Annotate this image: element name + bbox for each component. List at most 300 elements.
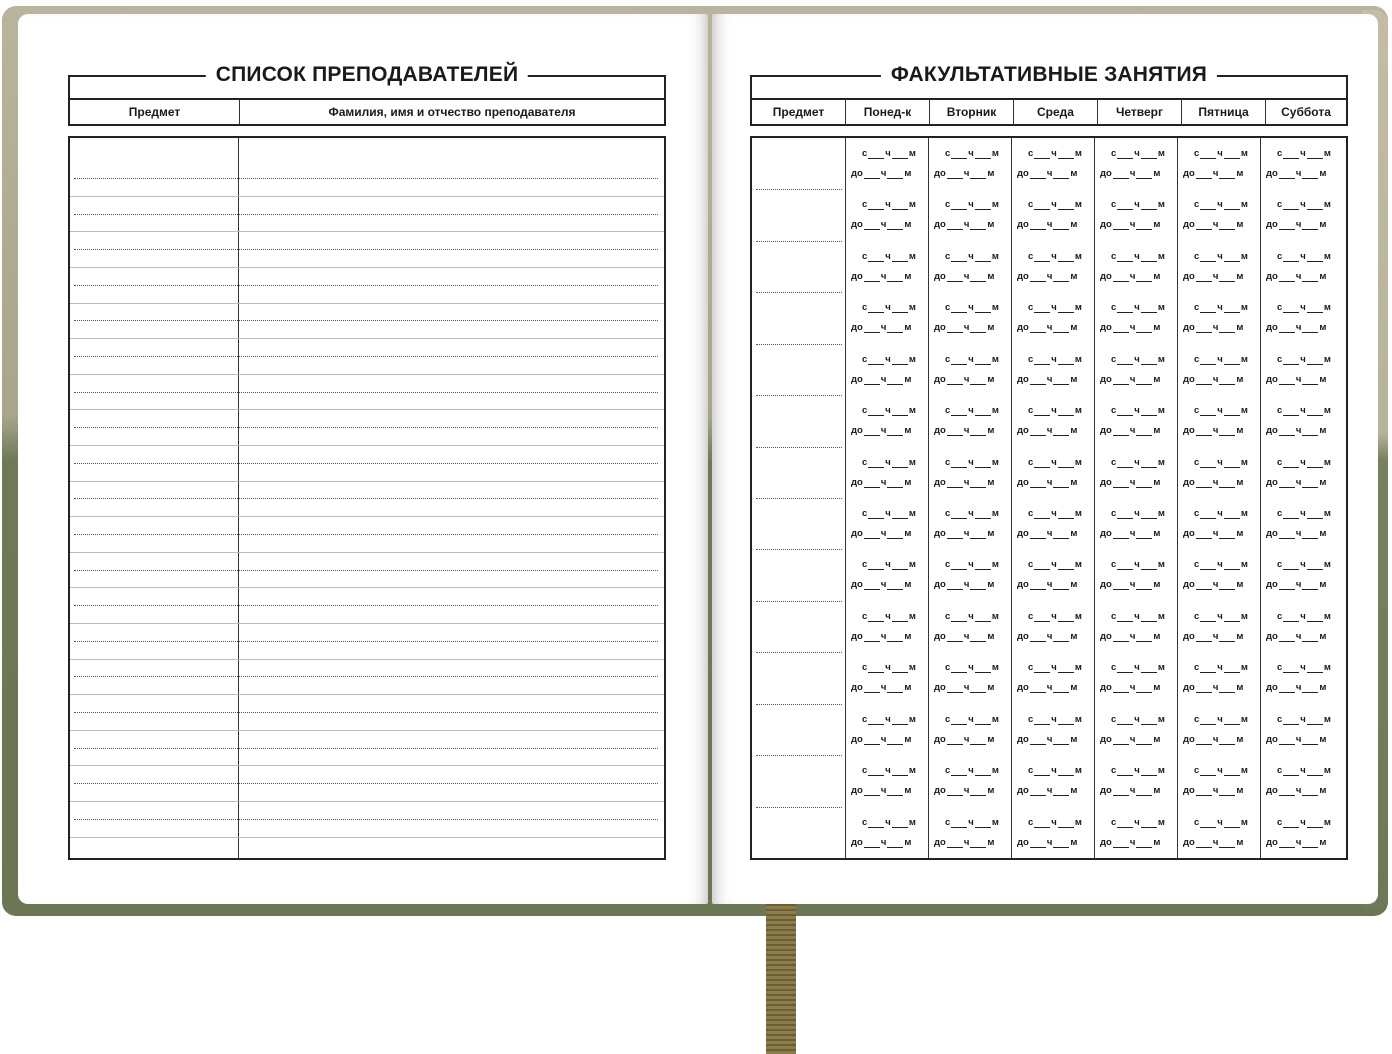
minutes-label: м xyxy=(1157,765,1165,777)
time-slot-cell[interactable] xyxy=(1262,551,1342,599)
minutes-label: м xyxy=(1074,765,1082,777)
time-slot-cell[interactable] xyxy=(1096,757,1176,805)
time-slot-cell[interactable] xyxy=(1096,706,1176,754)
from-label: с xyxy=(1111,662,1117,674)
time-slot-cell[interactable] xyxy=(1179,449,1259,497)
minutes-label: м xyxy=(991,405,999,417)
minutes-label: м xyxy=(1153,733,1161,745)
minutes-label: м xyxy=(1074,662,1082,674)
time-slot-cell[interactable] xyxy=(1179,706,1259,754)
hours-label: ч xyxy=(1051,199,1057,211)
to-label: до xyxy=(934,168,946,179)
time-slot-cell[interactable] xyxy=(1013,809,1093,857)
minutes-label: м xyxy=(908,713,916,725)
minutes-label: м xyxy=(1323,302,1331,314)
to-label: до xyxy=(1017,682,1029,694)
hours-label: ч xyxy=(968,508,974,519)
time-slot-cell[interactable] xyxy=(930,654,1010,702)
hours-label: ч xyxy=(1295,733,1302,745)
minutes-label: м xyxy=(1070,425,1078,437)
hours-label: ч xyxy=(880,322,887,334)
hours-label: ч xyxy=(1300,456,1306,468)
time-slot-cell[interactable] xyxy=(1013,140,1093,188)
hours-label: ч xyxy=(1212,682,1219,694)
hours-label: ч xyxy=(1129,630,1136,642)
minutes-label: м xyxy=(1074,610,1082,622)
time-slot-cell[interactable] xyxy=(1262,500,1342,548)
from-label: с xyxy=(862,610,868,622)
from-label: с xyxy=(1194,559,1200,571)
minutes-label: м xyxy=(1240,662,1248,674)
minutes-label: м xyxy=(1240,250,1248,262)
minutes-label: м xyxy=(987,630,995,642)
hours-label: ч xyxy=(1217,765,1223,777)
to-label: до xyxy=(851,219,863,231)
from-label: с xyxy=(1277,662,1283,674)
ruling-dotted-line xyxy=(74,463,658,464)
to-label: до xyxy=(1017,476,1029,488)
ruling-dotted-line xyxy=(74,178,658,179)
minutes-label: м xyxy=(1240,456,1248,468)
hours-label: ч xyxy=(885,559,891,571)
time-slot-cell[interactable] xyxy=(847,294,927,342)
to-label: до xyxy=(1183,373,1195,385)
to-label: до xyxy=(1183,785,1195,797)
minutes-label: м xyxy=(1070,322,1078,334)
to-label: до xyxy=(1266,219,1278,231)
minutes-label: м xyxy=(1070,682,1078,694)
subject-row-separator xyxy=(756,807,842,808)
to-label: до xyxy=(1183,322,1195,334)
time-slot-cell[interactable] xyxy=(847,449,927,497)
hours-label: ч xyxy=(1051,148,1057,159)
time-slot-cell[interactable] xyxy=(847,500,927,548)
minutes-label: м xyxy=(1070,476,1078,488)
from-label: с xyxy=(1111,610,1117,622)
time-slot-cell[interactable] xyxy=(1013,243,1093,291)
hours-label: ч xyxy=(1051,302,1057,314)
minutes-label: м xyxy=(1319,836,1327,848)
time-slot-cell[interactable] xyxy=(847,346,927,394)
time-slot-cell[interactable] xyxy=(1013,191,1093,239)
minutes-label: м xyxy=(1319,476,1327,488)
ruling-solid-line xyxy=(70,445,664,446)
time-slot-cell[interactable] xyxy=(847,603,927,651)
subject-row-separator xyxy=(756,601,842,602)
time-slot-cell[interactable] xyxy=(847,809,927,857)
hours-label: ч xyxy=(1051,816,1057,828)
time-slot-cell[interactable] xyxy=(847,551,927,599)
ruling-solid-line xyxy=(70,267,664,268)
time-slot-cell[interactable] xyxy=(930,191,1010,239)
time-slot-cell[interactable] xyxy=(1179,191,1259,239)
hours-label: ч xyxy=(1300,199,1306,211)
time-slot-cell[interactable] xyxy=(1262,140,1342,188)
minutes-label: м xyxy=(1074,148,1082,159)
header-subject: Предмет xyxy=(70,100,240,124)
minutes-label: м xyxy=(1070,373,1078,385)
hours-label: ч xyxy=(885,456,891,468)
minutes-label: м xyxy=(991,250,999,262)
minutes-label: м xyxy=(1157,662,1165,674)
time-slot-cell[interactable] xyxy=(1179,654,1259,702)
to-label: до xyxy=(1183,528,1195,539)
subject-row-separator xyxy=(756,241,842,242)
time-slot-cell[interactable] xyxy=(930,243,1010,291)
right-page xyxy=(712,14,1378,904)
minutes-label: м xyxy=(1236,836,1244,848)
to-label: до xyxy=(851,682,863,694)
time-slot-cell[interactable] xyxy=(930,603,1010,651)
to-label: до xyxy=(851,630,863,642)
minutes-label: м xyxy=(1323,765,1331,777)
minutes-label: м xyxy=(908,199,916,211)
hours-label: ч xyxy=(1212,425,1219,437)
hours-label: ч xyxy=(963,682,970,694)
to-label: до xyxy=(934,528,946,539)
minutes-label: м xyxy=(908,559,916,571)
hours-label: ч xyxy=(1051,508,1057,519)
hours-label: ч xyxy=(1217,405,1223,417)
time-slot-cell[interactable] xyxy=(1179,809,1259,857)
hours-label: ч xyxy=(885,713,891,725)
to-label: до xyxy=(851,373,863,385)
time-slot-cell[interactable] xyxy=(847,706,927,754)
electives-table xyxy=(750,136,1348,860)
to-label: до xyxy=(1017,168,1029,179)
hours-label: ч xyxy=(1212,373,1219,385)
hours-label: ч xyxy=(1134,199,1140,211)
time-slot-cell[interactable] xyxy=(1179,757,1259,805)
minutes-label: м xyxy=(1236,270,1244,282)
hours-label: ч xyxy=(1051,405,1057,417)
from-label: с xyxy=(862,456,868,468)
ruling-solid-line xyxy=(70,196,664,197)
from-label: с xyxy=(1194,302,1200,314)
minutes-label: м xyxy=(1319,528,1327,539)
time-slot-cell[interactable] xyxy=(1262,809,1342,857)
time-slot-cell[interactable] xyxy=(1262,757,1342,805)
hours-label: ч xyxy=(1129,785,1136,797)
time-slot-cell[interactable] xyxy=(1179,140,1259,188)
to-label: до xyxy=(934,785,946,797)
hours-label: ч xyxy=(1300,405,1306,417)
to-label: до xyxy=(1183,630,1195,642)
left-page xyxy=(18,14,708,904)
time-slot-cell[interactable] xyxy=(1179,294,1259,342)
from-label: с xyxy=(1194,405,1200,417)
hours-label: ч xyxy=(963,476,970,488)
hours-label: ч xyxy=(963,425,970,437)
time-slot-cell[interactable] xyxy=(1096,809,1176,857)
time-slot-cell[interactable] xyxy=(1096,243,1176,291)
time-slot-cell[interactable] xyxy=(1096,449,1176,497)
ruling-dotted-line xyxy=(74,783,658,784)
from-label: с xyxy=(945,456,951,468)
to-label: до xyxy=(1017,579,1029,591)
minutes-label: м xyxy=(987,836,995,848)
hours-label: ч xyxy=(1212,630,1219,642)
minutes-label: м xyxy=(987,270,995,282)
minutes-label: м xyxy=(987,785,995,797)
from-label: с xyxy=(1194,713,1200,725)
minutes-label: м xyxy=(1323,148,1331,159)
hours-label: ч xyxy=(963,579,970,591)
hours-label: ч xyxy=(1295,836,1302,848)
time-slot-cell[interactable] xyxy=(1013,551,1093,599)
to-label: до xyxy=(934,322,946,334)
minutes-label: м xyxy=(1153,168,1161,179)
hours-label: ч xyxy=(1300,353,1306,365)
time-slot-cell[interactable] xyxy=(1096,191,1176,239)
to-label: до xyxy=(1017,733,1029,745)
time-slot-cell[interactable] xyxy=(930,449,1010,497)
time-slot-cell[interactable] xyxy=(1013,346,1093,394)
to-label: до xyxy=(1183,682,1195,694)
hours-label: ч xyxy=(880,733,887,745)
hours-label: ч xyxy=(1295,270,1302,282)
time-slot-cell[interactable] xyxy=(1013,654,1093,702)
time-slot-cell[interactable] xyxy=(1096,551,1176,599)
time-slot-cell[interactable] xyxy=(1013,500,1093,548)
time-slot-cell[interactable] xyxy=(847,191,927,239)
time-slot-cell[interactable] xyxy=(930,500,1010,548)
hours-label: ч xyxy=(1295,425,1302,437)
time-slot-cell[interactable] xyxy=(1013,449,1093,497)
time-slot-cell[interactable] xyxy=(1013,757,1093,805)
time-slot-cell[interactable] xyxy=(1096,603,1176,651)
hours-label: ч xyxy=(1046,322,1053,334)
hours-label: ч xyxy=(1212,733,1219,745)
minutes-label: м xyxy=(991,302,999,314)
hours-label: ч xyxy=(885,148,891,159)
to-label: до xyxy=(851,425,863,437)
to-label: до xyxy=(934,373,946,385)
from-label: с xyxy=(1194,508,1200,519)
time-slot-cell[interactable] xyxy=(1262,191,1342,239)
time-slot-cell[interactable] xyxy=(1262,706,1342,754)
time-slot-cell[interactable] xyxy=(1096,140,1176,188)
time-slot-cell[interactable] xyxy=(1096,397,1176,445)
time-slot-cell[interactable] xyxy=(1262,243,1342,291)
minutes-label: м xyxy=(1240,353,1248,365)
time-slot-cell[interactable] xyxy=(1262,294,1342,342)
minutes-label: м xyxy=(1153,425,1161,437)
from-label: с xyxy=(945,199,951,211)
ruling-dotted-line xyxy=(74,285,658,286)
from-label: с xyxy=(945,353,951,365)
minutes-label: м xyxy=(1074,456,1082,468)
from-label: с xyxy=(1277,302,1283,314)
to-label: до xyxy=(1183,270,1195,282)
from-label: с xyxy=(1111,508,1117,519)
hours-label: ч xyxy=(968,456,974,468)
hours-label: ч xyxy=(1300,713,1306,725)
minutes-label: м xyxy=(1070,168,1078,179)
to-label: до xyxy=(1100,733,1112,745)
minutes-label: м xyxy=(1240,405,1248,417)
time-slot-cell[interactable] xyxy=(1013,294,1093,342)
time-slot-cell[interactable] xyxy=(1262,397,1342,445)
hours-label: ч xyxy=(885,662,891,674)
time-slot-cell[interactable] xyxy=(1179,551,1259,599)
minutes-label: м xyxy=(1070,785,1078,797)
time-slot-cell[interactable] xyxy=(930,397,1010,445)
to-label: до xyxy=(1183,733,1195,745)
time-slot-cell[interactable] xyxy=(930,757,1010,805)
time-slot-cell[interactable] xyxy=(847,140,927,188)
from-label: с xyxy=(1277,713,1283,725)
hours-label: ч xyxy=(1134,302,1140,314)
hours-label: ч xyxy=(1212,528,1219,539)
minutes-label: м xyxy=(1236,528,1244,539)
time-slot-cell[interactable] xyxy=(1179,346,1259,394)
time-slot-cell[interactable] xyxy=(847,654,927,702)
time-slot-cell[interactable] xyxy=(1179,397,1259,445)
hours-label: ч xyxy=(1134,250,1140,262)
hours-label: ч xyxy=(1217,302,1223,314)
from-label: с xyxy=(945,405,951,417)
to-label: до xyxy=(1017,322,1029,334)
hours-label: ч xyxy=(1046,425,1053,437)
time-slot-cell[interactable] xyxy=(930,294,1010,342)
time-slot-cell[interactable] xyxy=(1262,449,1342,497)
from-label: с xyxy=(1028,148,1034,159)
from-label: с xyxy=(1028,250,1034,262)
time-slot-cell[interactable] xyxy=(1179,243,1259,291)
time-slot-cell[interactable] xyxy=(1096,346,1176,394)
minutes-label: м xyxy=(1236,682,1244,694)
hours-label: ч xyxy=(1295,579,1302,591)
time-slot-cell[interactable] xyxy=(930,346,1010,394)
minutes-label: м xyxy=(904,785,912,797)
time-slot-cell[interactable] xyxy=(847,757,927,805)
hours-label: ч xyxy=(1129,682,1136,694)
teachers-table xyxy=(68,136,666,860)
hours-label: ч xyxy=(1134,765,1140,777)
minutes-label: м xyxy=(1319,168,1327,179)
electives-title-frame xyxy=(750,63,1348,99)
from-label: с xyxy=(1194,816,1200,828)
hours-label: ч xyxy=(880,836,887,848)
time-slot-cell[interactable] xyxy=(930,140,1010,188)
hours-label: ч xyxy=(1217,148,1223,159)
minutes-label: м xyxy=(1074,353,1082,365)
time-slot-cell[interactable] xyxy=(1179,603,1259,651)
minutes-label: м xyxy=(904,836,912,848)
minutes-label: м xyxy=(1323,713,1331,725)
hours-label: ч xyxy=(1134,508,1140,519)
subject-row-separator xyxy=(756,292,842,293)
bookmark-ribbon xyxy=(766,904,796,1054)
hours-label: ч xyxy=(968,250,974,262)
hours-label: ч xyxy=(1212,836,1219,848)
ruling-solid-line xyxy=(70,837,664,838)
hours-label: ч xyxy=(1300,302,1306,314)
hours-label: ч xyxy=(1046,476,1053,488)
minutes-label: м xyxy=(1319,630,1327,642)
hours-label: ч xyxy=(1129,733,1136,745)
time-slot-cell[interactable] xyxy=(1013,397,1093,445)
from-label: с xyxy=(1277,353,1283,365)
to-label: до xyxy=(1017,630,1029,642)
time-slot-cell[interactable] xyxy=(1096,294,1176,342)
hours-label: ч xyxy=(880,682,887,694)
from-label: с xyxy=(1194,610,1200,622)
from-label: с xyxy=(945,148,951,159)
minutes-label: м xyxy=(1319,579,1327,591)
from-label: с xyxy=(862,662,868,674)
hours-label: ч xyxy=(880,476,887,488)
minutes-label: м xyxy=(1157,816,1165,828)
time-slot-cell[interactable] xyxy=(930,809,1010,857)
from-label: с xyxy=(1028,508,1034,519)
minutes-label: м xyxy=(1240,508,1248,519)
minutes-label: м xyxy=(1240,816,1248,828)
time-slot-cell[interactable] xyxy=(1179,500,1259,548)
minutes-label: м xyxy=(1323,250,1331,262)
time-slot-cell[interactable] xyxy=(1013,603,1093,651)
time-slot-cell[interactable] xyxy=(847,243,927,291)
hours-label: ч xyxy=(1212,322,1219,334)
hours-label: ч xyxy=(968,302,974,314)
teachers-header-row xyxy=(68,98,666,126)
ruling-solid-line xyxy=(70,516,664,517)
time-slot-cell[interactable] xyxy=(1096,500,1176,548)
from-label: с xyxy=(1194,456,1200,468)
to-label: до xyxy=(851,322,863,334)
minutes-label: м xyxy=(908,405,916,417)
minutes-label: м xyxy=(1319,373,1327,385)
hours-label: ч xyxy=(1295,528,1302,539)
hours-label: ч xyxy=(1051,610,1057,622)
minutes-label: м xyxy=(1236,733,1244,745)
time-slot-cell[interactable] xyxy=(1096,654,1176,702)
minutes-label: м xyxy=(1240,302,1248,314)
ruling-solid-line xyxy=(70,623,664,624)
time-slot-cell[interactable] xyxy=(930,706,1010,754)
hours-label: ч xyxy=(1051,559,1057,571)
hours-label: ч xyxy=(885,508,891,519)
time-slot-cell[interactable] xyxy=(847,397,927,445)
time-slot-cell[interactable] xyxy=(1262,654,1342,702)
hours-label: ч xyxy=(1129,476,1136,488)
minutes-label: м xyxy=(1240,713,1248,725)
hours-label: ч xyxy=(885,250,891,262)
from-label: с xyxy=(1028,456,1034,468)
minutes-label: м xyxy=(1153,836,1161,848)
header-friday: Пятница xyxy=(1182,100,1266,124)
hours-label: ч xyxy=(1300,559,1306,571)
hours-label: ч xyxy=(885,302,891,314)
time-slot-cell[interactable] xyxy=(1262,346,1342,394)
hours-label: ч xyxy=(968,662,974,674)
ruling-solid-line xyxy=(70,231,664,232)
from-label: с xyxy=(862,250,868,262)
minutes-label: м xyxy=(1319,270,1327,282)
hours-label: ч xyxy=(968,765,974,777)
to-label: до xyxy=(851,579,863,591)
time-slot-cell[interactable] xyxy=(1262,603,1342,651)
hours-label: ч xyxy=(1300,610,1306,622)
time-slot-cell[interactable] xyxy=(930,551,1010,599)
hours-label: ч xyxy=(1051,250,1057,262)
from-label: с xyxy=(862,148,868,159)
ruling-solid-line xyxy=(70,552,664,553)
ruling-dotted-line xyxy=(74,605,658,606)
time-slot-cell[interactable] xyxy=(1013,706,1093,754)
hours-label: ч xyxy=(1134,662,1140,674)
